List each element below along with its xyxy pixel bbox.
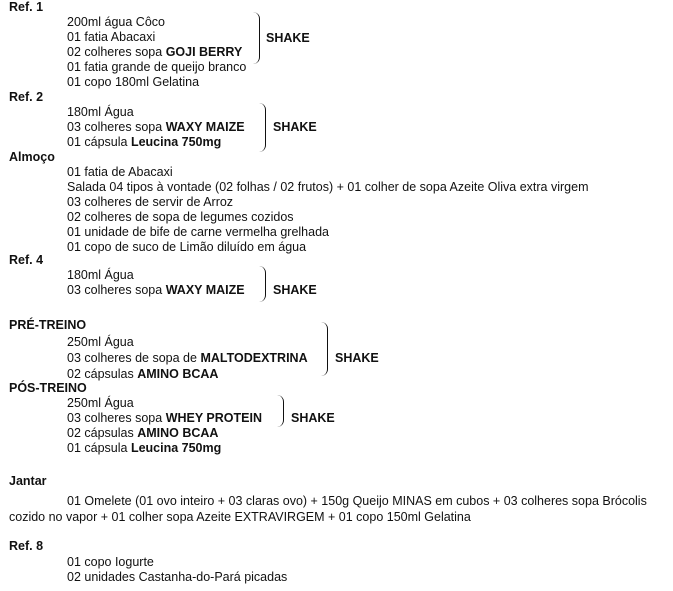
- pos-treino-shake-label: SHAKE: [291, 411, 335, 425]
- almoco-item: 03 colheres de servir de Arroz: [67, 195, 234, 209]
- jantar-line: cozido no vapor + 01 colher sopa Azeite EXTRAVIRGEM + 01 copo 150ml Gelatina: [9, 510, 471, 524]
- ref2-item: 03 colheres sopa WAXY MAIZE: [67, 120, 245, 134]
- ref4-item: 03 colheres sopa WAXY MAIZE: [67, 283, 245, 297]
- almoco-item: Salada 04 tipos à vontade (02 folhas / 02 frutos) + 01 colher de sopa Azeite Oliva extra virgem: [67, 180, 589, 194]
- jantar-line: 01 Omelete (01 ovo inteiro + 03 claras ovo) + 150g Queijo MINAS em cubos + 03 colheres sopa Brócolis: [67, 494, 647, 508]
- ref8-item: 02 unidades Castanha-do-Pará picadas: [67, 570, 288, 584]
- ref4-item: 180ml Água: [67, 268, 134, 282]
- ref1-heading: Ref. 1: [9, 0, 44, 14]
- pos-treino-heading: PÓS-TREINO: [9, 381, 87, 395]
- almoco-item: 02 colheres de sopa de legumes cozidos: [67, 210, 294, 224]
- pre-treino-shake-label: SHAKE: [335, 351, 379, 365]
- ref1-shake-label: SHAKE: [266, 31, 310, 45]
- almoco-item: 01 unidade de bife de carne vermelha grelhada: [67, 225, 329, 239]
- ref2-shake-label: SHAKE: [273, 120, 317, 134]
- ref1-item: 02 colheres sopa GOJI BERRY: [67, 45, 243, 59]
- ref8-item: 01 copo Iogurte: [67, 555, 154, 569]
- pos-treino-item: 01 cápsula Leucina 750mg: [67, 441, 222, 455]
- ref2-item: 01 cápsula Leucina 750mg: [67, 135, 222, 149]
- ref1-item: 200ml água Côco: [67, 15, 165, 29]
- ref1-item: 01 copo 180ml Gelatina: [67, 75, 200, 89]
- ref2-heading: Ref. 2: [9, 90, 44, 104]
- ref1-brace: [253, 12, 260, 64]
- ref2-brace: [259, 103, 266, 152]
- pre-treino-item: 250ml Água: [67, 335, 134, 349]
- ref2-item: 180ml Água: [67, 105, 134, 119]
- pre-treino-item: 02 cápsulas AMINO BCAA: [67, 367, 219, 381]
- pre-treino-brace: [321, 322, 328, 376]
- pre-treino-item: 03 colheres de sopa de MALTODEXTRINA: [67, 351, 308, 365]
- pre-treino-heading: PRÉ-TREINO: [9, 318, 87, 332]
- almoco-heading: Almoço: [9, 150, 55, 164]
- ref4-heading: Ref. 4: [9, 253, 44, 267]
- pos-treino-brace: [277, 395, 284, 427]
- almoco-item: 01 copo de suco de Limão diluído em água: [67, 240, 307, 254]
- ref4-shake-label: SHAKE: [273, 283, 317, 297]
- ref1-item: 01 fatia grande de queijo branco: [67, 60, 247, 74]
- pos-treino-item: 02 cápsulas AMINO BCAA: [67, 426, 219, 440]
- ref4-brace: [259, 266, 266, 302]
- pos-treino-item: 03 colheres sopa WHEY PROTEIN: [67, 411, 262, 425]
- pos-treino-item: 250ml Água: [67, 396, 134, 410]
- jantar-heading: Jantar: [9, 474, 47, 488]
- almoco-item: 01 fatia de Abacaxi: [67, 165, 173, 179]
- ref8-heading: Ref. 8: [9, 539, 44, 553]
- ref1-item: 01 fatia Abacaxi: [67, 30, 156, 44]
